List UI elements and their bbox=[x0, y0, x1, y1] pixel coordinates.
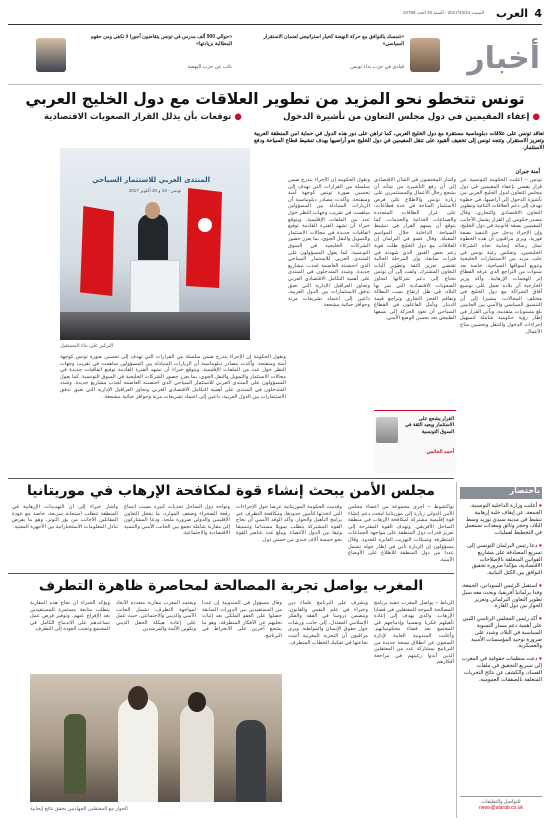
speaker-head bbox=[145, 202, 160, 219]
masthead-rule bbox=[8, 24, 542, 25]
bullet-icon: ● bbox=[538, 503, 542, 509]
sidebar-item bbox=[460, 616, 542, 650]
subhead-bullet-icon: ● bbox=[532, 112, 540, 122]
lead-headline: تونس تتخطو نحو المزيد من تطوير العلاقات مع دول الخليج العربي bbox=[25, 90, 525, 108]
article2-headline: مجلس الأمن يبحث إنشاء قوة لمكافحة الإرهاب في موريتانيا bbox=[27, 483, 435, 499]
lead-body-col3-lower bbox=[60, 354, 286, 474]
article3-photo-caption: الحوار مع المعتقلين الجهاديين يحقق نتائج إيجابية bbox=[30, 806, 128, 812]
quote-right-text: «نتمسك بالتوافق مع حركة النهضة كخيار استراتيجي لضمان الاستقرار السياسي» bbox=[263, 34, 404, 47]
tunisia-flag-left bbox=[80, 206, 114, 296]
podium bbox=[130, 260, 180, 320]
quote-box-name: أحمد الحاتمي bbox=[426, 449, 454, 455]
quote-left-name: نائب عن حزب النهضة bbox=[187, 64, 232, 70]
sidebar-item-text: دعا رئيس البرلمان التونسي إلى تسريع المصادقة على مشاريع القوانين المتعلقة بالإصلاحات الاقتصادية، مؤكدا ضرورة تحقيق التوافق بين الكتل النيابية. bbox=[467, 542, 542, 577]
flag-emblem-icon bbox=[198, 218, 212, 232]
bullet-icon: ● bbox=[538, 582, 542, 589]
banner-sub: تونس - 19 و 20 أكتوبر 2017 bbox=[128, 188, 182, 193]
figure-man-right bbox=[180, 704, 214, 802]
sidebar-item bbox=[460, 583, 542, 610]
quote-left-text: «حوالي 900 ألف مدرس في تونس يتقاضون أجورا لا تكفي ومن حقهم المطالبة بزيادتها» bbox=[90, 34, 232, 47]
article3-headline: المغرب يواصل تجربة المصالحة لمحاصرة ظاهرة التطرف bbox=[38, 578, 424, 594]
article2-col1: نواكشوط – أجرى مجموعة من أعضاء مجلس الأمن الدولي زيارة إلى موريتانيا لبحث دعم إنشاء قوة إقليمية مشتركة لمكافحة الإرهاب في منطقة الساحل الأفريقي. وتهدف القوة المقترحة إلى تعزيز قدرات دول المنطقة على مواجهة الجماعات المتطرفة وشبكات التهريب العابرة للحدود. وقال مسؤولون إن الزيارة تأتي في إطار جولة تشمل عددا من دول المنطقة للاطلاع على الأوضاع الأمنية. bbox=[348, 504, 454, 563]
article3-col3: وقال مسؤول في المندوبية إن عددا من المستفيدين من الدورات السابقة حصلوا على العفو الملكي بعد إثبات تخليهم عن الأفكار المتطرفة، وهو ما يشجع آخرين على الانخراط في البرنامج. bbox=[202, 600, 282, 639]
lead-body-col2: وأشار المختصون في الشأن الاقتصادي إلى أن رفع التأشيرة من شأنه أن يشجع رجال الأعمال والمستثمرين على زيارة تونس والاطلاع على فرص الاستثمار المتاحة في عدة قطاعات، على غرار الطاقات المتجددة والصناعات الغذائية والخدمات. كما يتوقع أن يسهم القرار في تنشيط السياحة الداخلية خلال المواسم المقبلة. وقال عضو في البرلمان إن العلاقات مع دول الخليج ظلت قوية رغم بعض الفتور الذي شهدته في فترات سابقة، وإن المرحلة الحالية تقتضي تعزيز الثقة وتطوير آليات التعاون المشترك. ولفت إلى أن تونس تحتاج إلى دعم شركائها لتجاوز الصعوبات الاقتصادية التي تمر بها البلاد، في ظل ارتفاع نسب البطالة وتفاقم العجز التجاري وتراجع قيمة الدينار. ويأمل الفاعلون في القطاع السياحي أن تعود الحركة إلى نسقها الطبيعي بعد تحسن الوضع الأمني. bbox=[374, 177, 456, 322]
bullet-icon: ● bbox=[538, 542, 542, 549]
quote-right-name: قيادي في حزب نداء تونس bbox=[350, 64, 404, 70]
subhead-right-text: إعفاء المقيمين في دول مجلس التعاون من تأشيرة الدخول bbox=[283, 112, 530, 122]
sidebar-item-text: استقبل الرئيس السوداني، الجمعة، وفدا برلمانيا أفريقيا، وبحث معه سبل تطوير التعاون البرلماني وتعزيز الحوار بين دول القارة. bbox=[461, 582, 542, 610]
subhead-right bbox=[283, 112, 540, 122]
subhead-bullet-icon: ● bbox=[234, 112, 242, 122]
quote-box-text: القرار يشجع على الاستثمار ويعيد الثقة في السوق التونسية bbox=[405, 416, 454, 435]
article3-col4: ويعتمد المغرب مقاربة متعددة الأبعاد لمواجهة التطرف، تشمل الجانب الأمني والديني والاجتماعي، حيث عمل على إعادة هيكلة الحقل الديني وتكوين الأئمة والمرشدين. bbox=[116, 600, 196, 633]
article3-photo bbox=[30, 674, 282, 802]
sidebar-item bbox=[460, 503, 542, 537]
speaker-figure bbox=[138, 214, 168, 264]
lead-intro: تعاقد تونس على علاقات دبلوماسية مستقرة مع دول الخليج العربي، كما تراهن على دور هذه الدول في حماية أمن المنطقة العربية وتعزيز الاستقرار. وتتجه تونس إلى تخفيف القيود على تنقل المقيمين في دول الخليج نحو أراضيها بهدف تنشيط قطاع السياحة ودفع الاستثمار. bbox=[254, 131, 544, 151]
masthead-logo: العرب bbox=[495, 7, 528, 20]
byline: أمنة جبران bbox=[515, 169, 540, 175]
bullet-icon: ● bbox=[538, 616, 542, 623]
figure-bearded-head bbox=[128, 686, 148, 710]
article2-col3: وتواجه دول الساحل تحديات كبيرة بسبب اتساع رقعة الصحراء وضعف الموارد، ما يجعل التعاون الإقليمي والدولي ضرورة ملحة. ودعا المشاركون إلى مقاربة شاملة تجمع بين الجانب الأمني والتنمية الاقتصادية والاجتماعية. bbox=[124, 504, 230, 537]
masthead bbox=[8, 7, 542, 22]
quote-left-portrait bbox=[36, 38, 66, 72]
quotes-rule bbox=[8, 84, 542, 85]
sidebar-title: باختصار bbox=[509, 486, 540, 495]
section-label: أخبار bbox=[467, 41, 540, 76]
sidebar-list bbox=[460, 503, 542, 793]
top-quote-right bbox=[240, 30, 440, 80]
lead-bottom-rule bbox=[8, 478, 454, 479]
article3-col1: الرباط – يواصل المغرب تنفيذ برنامج المصالحة الموجه للمعتقلين في قضايا الإرهاب، والذي يهدف إلى إعادة تأهيلهم فكريا ونفسيا وإدماجهم في المجتمع بعد قضاء محكومياتهم. وأعلنت المندوبية العامة لإدارة السجون عن انطلاق نسخة جديدة من البرنامج بمشاركة عدد من المعتقلين الذين أبدوا رغبتهم في مراجعة أفكارهم. bbox=[374, 600, 454, 666]
sidebar-divider bbox=[456, 482, 457, 818]
figure-man-far-right bbox=[236, 720, 266, 802]
quote-right-portrait bbox=[410, 38, 440, 72]
article2-bottom-rule bbox=[8, 573, 454, 574]
article2-col2: وقدمت الحكومة الموريتانية عرضا حول الإجراءات التي اتخذتها لتأمين حدودها، ومكافحة التطرف عبر برامج التأهيل والحوار. وأكد الوفد الأممي أن نجاح القوة المشتركة يتطلب تمويلا مستداما وتنسيقا وثيقا بين الدول الأعضاء. ويبلغ عدد عناصر القوة نحو خمسة آلاف جندي من خمس دول. bbox=[236, 504, 342, 543]
top-quote-left bbox=[36, 30, 236, 80]
article3-col2: ويشرف على البرنامج علماء دين وخبراء في علم النفس والقانون، ويتضمن دروسا في الفقه والفكر الإسلامي المعتدل، إلى جانب ورشات حول حقوق الإنسان والمواطنة. ويرى مراقبون أن التجربة المغربية أثبتت نجاعتها في تفكيك الخطاب المتطرف. bbox=[288, 600, 368, 646]
page-number: 4 bbox=[534, 7, 542, 20]
sidebar-footer-email[interactable]: news@alarab.co.uk bbox=[479, 805, 523, 811]
subhead-left bbox=[44, 112, 242, 122]
sidebar-footer-label: للتواصل والتعليقات bbox=[481, 799, 521, 805]
audience bbox=[60, 312, 250, 340]
sidebar-item-text: أعلنت وزارة الداخلية التونسية، الجمعة، عن إيقاف خلية إرهابية تنشط في مدينة سيدي بوزيد وسط البلاد، وحجز وثائق ومعدات تستعمل في التخطيط لعمليات. bbox=[464, 503, 542, 537]
banner-title: المنتدى العربي للاستثمار السياحي bbox=[92, 176, 210, 184]
lead-continuation: وتقول الحكومة إن الإجراء يندرج ضمن سلسلة من القرارات التي تهدف إلى تحسين صورة تونس كوجهة آمنة ومنفتحة. وأكدت مصادر دبلوماسية أن الزيارات المتبادلة بين المسؤولين ساهمت في تقريب وجهات النظر حول عدد من الملفات الإقليمية. ويتوقع خبراء أن تشهد الفترة القادمة توقيع اتفاقيات جديدة في مجالات الاستثمار والتمويل والنقل الجوي، بما يعزز حضور الشركات الخليجية في السوق التونسية. كما يعول المسؤولون على المنتدى العربي للاستثمار السياحي الذي احتضنته العاصمة لجذب مشاريع جديدة. وشدد المتدخلون في المنتدى على أهمية التكامل الاقتصادي العربي وتجاوز العراقيل الإدارية التي تعيق تدفق الاستثمارات بين الدول العربية، داعين إلى اعتماد تشريعات مرنة وحوافز جبائية مشجعة. bbox=[60, 354, 286, 400]
sidebar-item-text: دعت منظمات حقوقية في المغرب إلى تسريع التحقيق في ملفات الفساد، والكشف عن نتائج التحريات المتعلقة بالصفقات العمومية. bbox=[461, 656, 542, 683]
bullet-icon: ● bbox=[538, 656, 542, 663]
sidebar-item bbox=[460, 656, 542, 683]
quote-box bbox=[374, 410, 456, 473]
dateline: السبت 2017/10/21 - السنة 40 العدد 10786 bbox=[402, 10, 484, 15]
lead-photo bbox=[60, 148, 250, 340]
article3-col5: ويؤكد الخبراء أن نجاح هذه المقاربة يتطلب متابعة مستمرة للمستفيدين بعد الإفراج عنهم، وتوفير فرص عمل تساعدهم على الاندماج الكامل في المجتمع وتجنب العودة إلى التطرف. bbox=[30, 600, 110, 633]
lead-subheads bbox=[20, 112, 540, 126]
lead-photo-caption: التركيز على بناء المستقبل bbox=[60, 343, 114, 349]
figure-bearded-man bbox=[118, 698, 158, 802]
sidebar-footer bbox=[460, 796, 542, 819]
lead-body-col1: تونس – أعلنت الحكومة التونسية عن قرار يقضي بإعفاء المقيمين في دول مجلس التعاون لدول الخليج العربي من تأشيرة الدخول إلى أراضيها، في خطوة تهدف إلى دعم العلاقات الثنائية وتطوير التعاون الاقتصادي والتجاري. وقال مصدر حكومي إن القرار يشمل الأجانب المقيمين بصفة قانونية في دول الخليج، وإن الإجراء يدخل حيز التنفيذ بصفة فورية. ويرى مراقبون أن هذه الخطوة تمثل رسالة إيجابية تجاه الشركاء الخليجيين، وتعكس رغبة تونس في جلب مزيد من الاستثمارات الخليجية وتنويع أسواقها السياحية، خاصة بعد سنوات من التراجع الذي عرفه القطاع إثر الهجمات الإرهابية. وأكد وزير الخارجية أن بلاده تعمل على توسيع آفاق الشراكة مع دول الخليج في مختلف المجالات، مشيرا إلى أن التنسيق السياسي والأمني بين الجانبين بلغ مستويات متقدمة. ويأتي القرار في إطار رؤية حكومية شاملة لتسهيل إجراءات الدخول والتنقل وتحسين مناخ الأعمال. bbox=[460, 177, 542, 335]
figure-man-right-head bbox=[188, 692, 206, 712]
article2-col4: وأشار خبراء إلى أن التهديدات الإرهابية في المنطقة تتطلب استجابة سريعة، خاصة مع عودة المقاتلين الأجانب من بؤر التوتر، وهو ما يفرض تبادل المعلومات الاستخباراتية بين الأجهزة المعنية. bbox=[12, 504, 118, 530]
figure-guard bbox=[64, 714, 86, 794]
tunisia-flag-right bbox=[186, 188, 222, 288]
subhead-left-text: توقعات بأن يذلل القرار الصعوبات الاقتصادية bbox=[44, 112, 232, 122]
sidebar-item-text: أكد رئيس المجلس الرئاسي الليبي على أهمية دعم مسار التسوية السياسية في البلاد، وشدد على ضرورة توحيد المؤسسات الأمنية والعسكرية. bbox=[462, 616, 542, 650]
quote-box-portrait bbox=[376, 417, 398, 443]
lead-body-col3: وتقول الحكومة إن الإجراء يندرج ضمن سلسلة من القرارات التي تهدف إلى تحسين صورة تونس كوجهة آمنة ومنفتحة. وأكدت مصادر دبلوماسية أن الزيارات المتبادلة بين المسؤولين ساهمت في تقريب وجهات النظر حول عدد من الملفات الإقليمية. ويتوقع خبراء أن تشهد الفترة القادمة توقيع اتفاقيات جديدة في مجالات الاستثمار والتمويل والنقل الجوي، بما يعزز حضور الشركات الخليجية في السوق التونسية. كما يعول المسؤولون على المنتدى العربي للاستثمار السياحي الذي احتضنته العاصمة لجذب مشاريع جديدة. وشدد المتدخلون في المنتدى على أهمية التكامل الاقتصادي العربي وتجاوز العراقيل الإدارية التي تعيق تدفق الاستثمارات بين الدول العربية، داعين إلى اعتماد تشريعات مرنة وحوافز جبائية مشجعة. bbox=[288, 177, 370, 309]
sidebar-item bbox=[460, 543, 542, 577]
